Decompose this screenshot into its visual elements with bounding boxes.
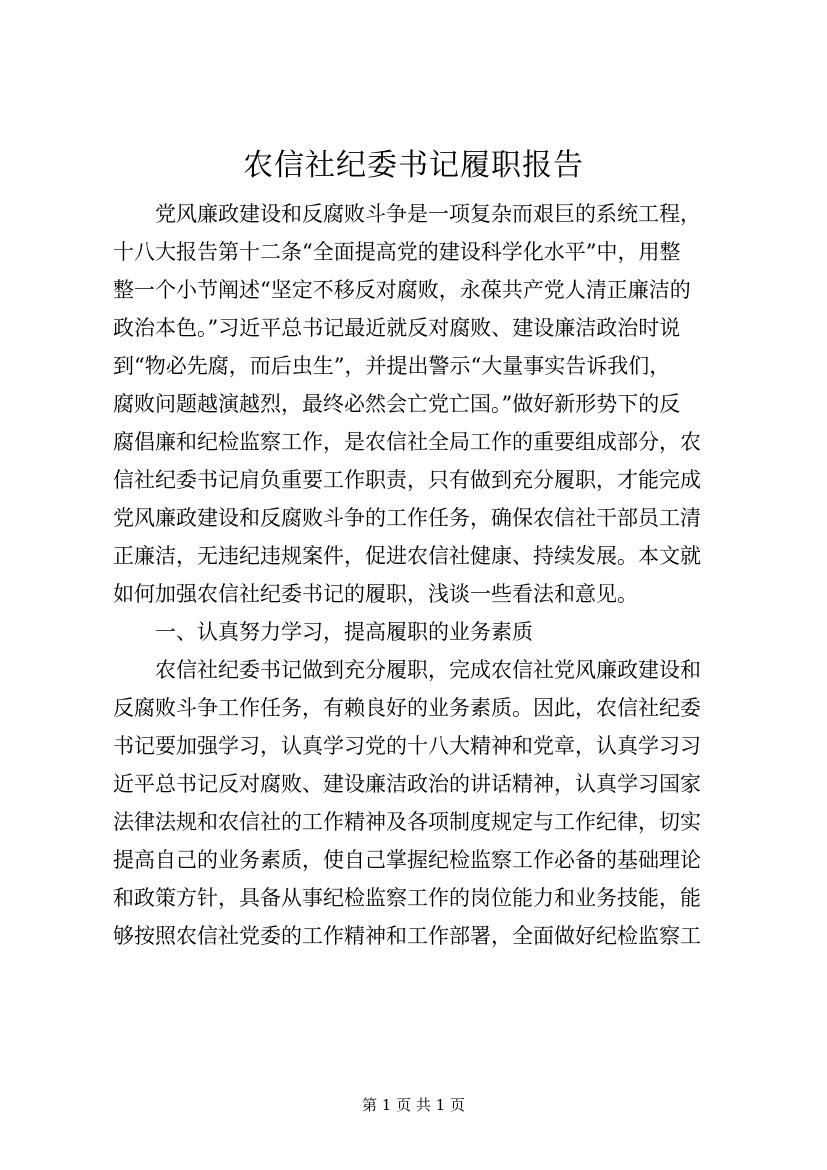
paragraph-line: 和政策方针，具备从事纪检监察工作的岗位能力和业务技能，能 bbox=[113, 886, 701, 910]
paragraph-line: 提高自己的业务素质，使自己掌握纪检监察工作必备的基础理论 bbox=[113, 848, 701, 872]
paragraph-line: 如何加强农信社纪委书记的履职，浅谈一些看法和意见。 bbox=[113, 582, 638, 606]
page-footer: 第 1 页 共 1 页 bbox=[362, 1096, 465, 1114]
paragraph-line: 正廉洁，无违纪违规案件，促进农信社健康、持续发展。本文就 bbox=[113, 544, 701, 568]
paragraph-line: 腐败问题越演越烈，最终必然会亡党亡国。”做好新形势下的反 bbox=[113, 392, 681, 416]
document-body bbox=[113, 195, 723, 955]
paragraph-line: 政治本色。”习近平总书记最近就反对腐败、建设廉洁政治时说 bbox=[113, 316, 681, 340]
paragraph-line: 党风廉政建设和反腐败斗争是一项复杂而艰巨的系统工程， bbox=[155, 202, 701, 226]
paragraph-line: 腐倡廉和纪检监察工作，是农信社全局工作的重要组成部分，农 bbox=[113, 430, 701, 454]
paragraph-line: 信社纪委书记肩负重要工作职责，只有做到充分履职，才能完成 bbox=[113, 468, 701, 492]
paragraph-line: 到“物必先腐，而后虫生”，并提出警示“大量事实告诉我们， bbox=[113, 354, 671, 378]
paragraph-line: 够按照农信社党委的工作精神和工作部署，全面做好纪检监察工 bbox=[113, 924, 701, 948]
paragraph-line: 法律法规和农信社的工作精神及各项制度规定与工作纪律，切实 bbox=[113, 810, 701, 834]
paragraph-line: 反腐败斗争工作任务，有赖良好的业务素质。因此，农信社纪委 bbox=[113, 696, 701, 720]
section-heading: 一、认真努力学习，提高履职的业务素质 bbox=[155, 620, 533, 644]
document-title: 农信社纪委书记履职报告 bbox=[243, 148, 584, 183]
paragraph-line: 近平总书记反对腐败、建设廉洁政治的讲话精神，认真学习国家 bbox=[113, 772, 701, 796]
paragraph-line: 整一个小节阐述“坚定不移反对腐败，永葆共产党人清正廉洁的 bbox=[113, 278, 691, 302]
paragraph-line: 十八大报告第十二条“全面提高党的建设科学化水平”中，用整 bbox=[113, 240, 681, 264]
paragraph-line: 农信社纪委书记做到充分履职，完成农信社党风廉政建设和 bbox=[155, 658, 701, 682]
paragraph-line: 书记要加强学习，认真学习党的十八大精神和党章，认真学习习 bbox=[113, 734, 701, 758]
paragraph-line: 党风廉政建设和反腐败斗争的工作任务，确保农信社干部员工清 bbox=[113, 506, 701, 530]
